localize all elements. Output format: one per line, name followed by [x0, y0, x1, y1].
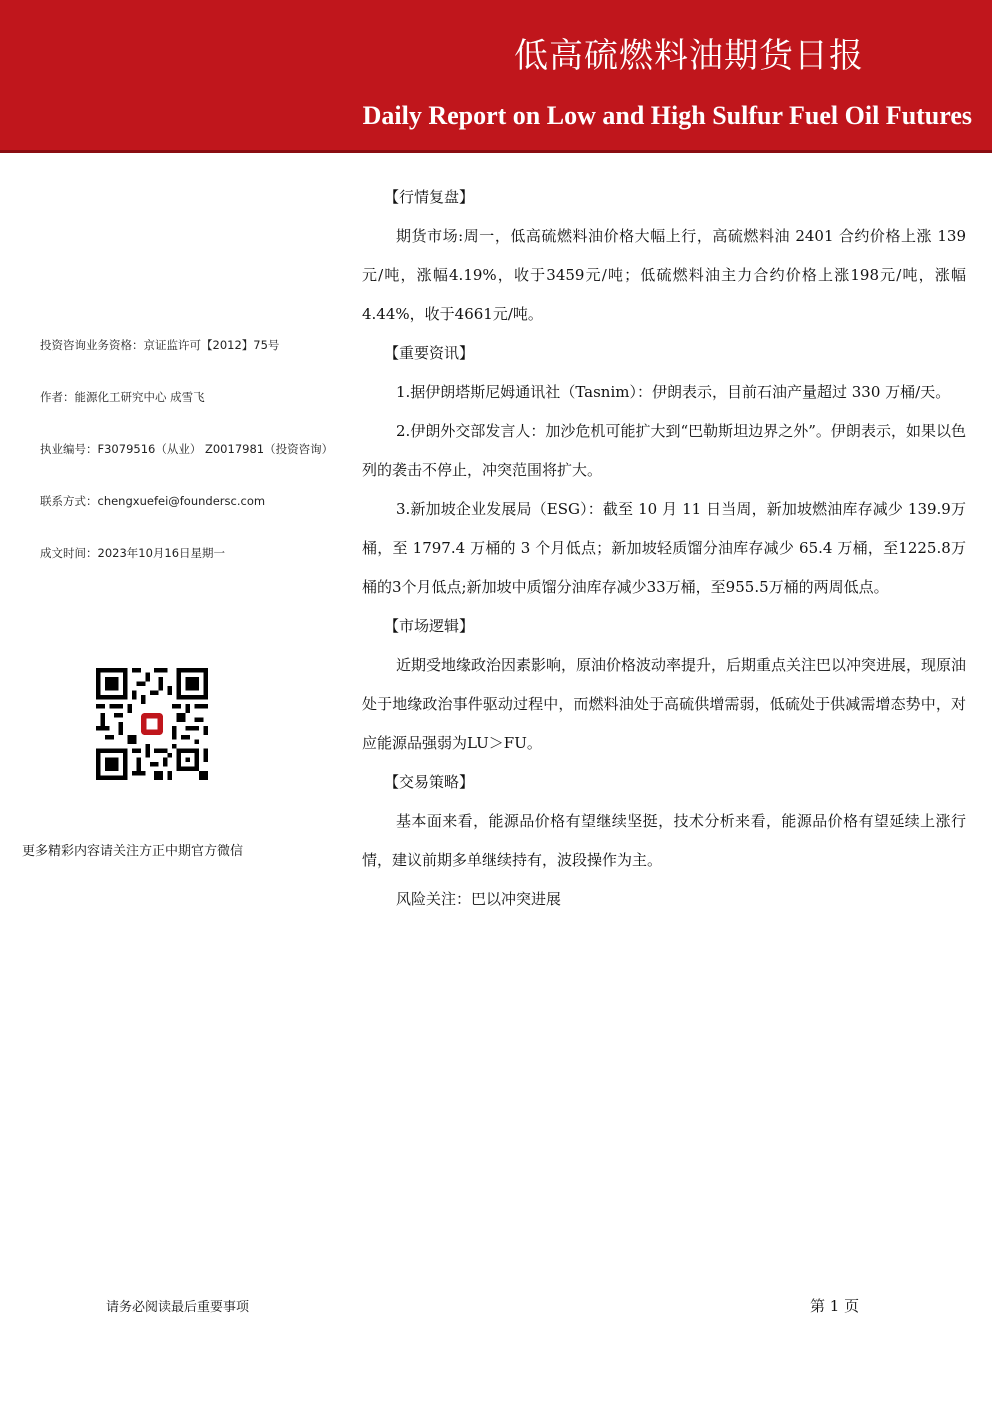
- section-title-market-review: 【行情复盘】: [384, 188, 475, 206]
- author-text: 作者：能源化工研究中心 成雪飞: [40, 390, 205, 404]
- header-banner: [0, 0, 992, 150]
- section-title-key-news: 【重要资讯】: [384, 344, 475, 362]
- report-body: [362, 178, 966, 919]
- news-item-3: 3.新加坡企业发展局（ESG）：截至 10 月 11 日当周，新加坡燃油库存减少 139.9万桶，至 1797.4 万桶的 3 个月低点；新加坡轻质馏分油库存减少 65.4 万桶，至1225.8万桶的3个月低点;新加坡中质馏分油库存减少33万桶，至955.5万桶的两周低点。: [362, 500, 966, 596]
- sidebar: [40, 337, 355, 597]
- license-text: 执业编号：F3079516（从业） Z0017981（投资咨询）: [40, 442, 334, 456]
- contact-text: 联系方式：chengxuefei@foundersc.com: [40, 494, 266, 508]
- section-title-market-logic: 【市场逻辑】: [384, 617, 475, 635]
- wechat-qr-code: [96, 668, 208, 780]
- news-item-2: 2.伊朗外交部发言人：加沙危机可能扩大到“巴勒斯坦边界之外”。伊朗表示，如果以色列的袭击不停止，冲突范围将扩大。: [362, 422, 966, 479]
- market-logic-paragraph: 近期受地缘政治因素影响，原油价格波动率提升，后期重点关注巴以冲突进展，现原油处于地缘政治事件驱动过程中，而燃料油处于高硫供增需弱，低硫处于供减需增态势中，对应能源品强弱为LU＞FU。: [362, 656, 967, 752]
- footer-notice: 请务必阅读最后重要事项: [106, 1300, 250, 1315]
- report-title-cn: 低高硫燃料油期货日报: [514, 36, 864, 76]
- report-title-en: Daily Report on Low and High Sulfur Fuel Oil Futures: [362, 101, 972, 130]
- qr-caption: 更多精彩内容请关注方正中期官方微信: [22, 844, 244, 859]
- section-title-trading-strategy: 【交易策略】: [384, 773, 475, 791]
- header-divider: [0, 150, 992, 153]
- news-item-1: 1.据伊朗塔斯尼姆通讯社（Tasnim）：伊朗表示，目前石油产量超过 330 万桶/天。: [396, 383, 951, 401]
- date-text: 成文时间：2023年10月16日星期一: [40, 546, 226, 560]
- qualification-text: 投资咨询业务资格：京证监许可【2012】75号: [40, 338, 280, 352]
- page-number: 第 1 页: [810, 1297, 860, 1315]
- market-review-paragraph: 期货市场:周一，低高硫燃料油价格大幅上行，高硫燃料油 2401 合约价格上涨 139元/吨，涨幅4.19%，收于3459元/吨；低硫燃料油主力合约价格上涨198元/吨，涨幅4.44%，收于4661元/吨。: [362, 227, 966, 323]
- risk-note: 风险关注：巴以冲突进展: [396, 890, 562, 908]
- trading-strategy-paragraph: 基本面来看，能源品价格有望继续坚挺，技术分析来看，能源品价格有望延续上涨行情，建议前期多单继续持有，波段操作为主。: [362, 812, 966, 869]
